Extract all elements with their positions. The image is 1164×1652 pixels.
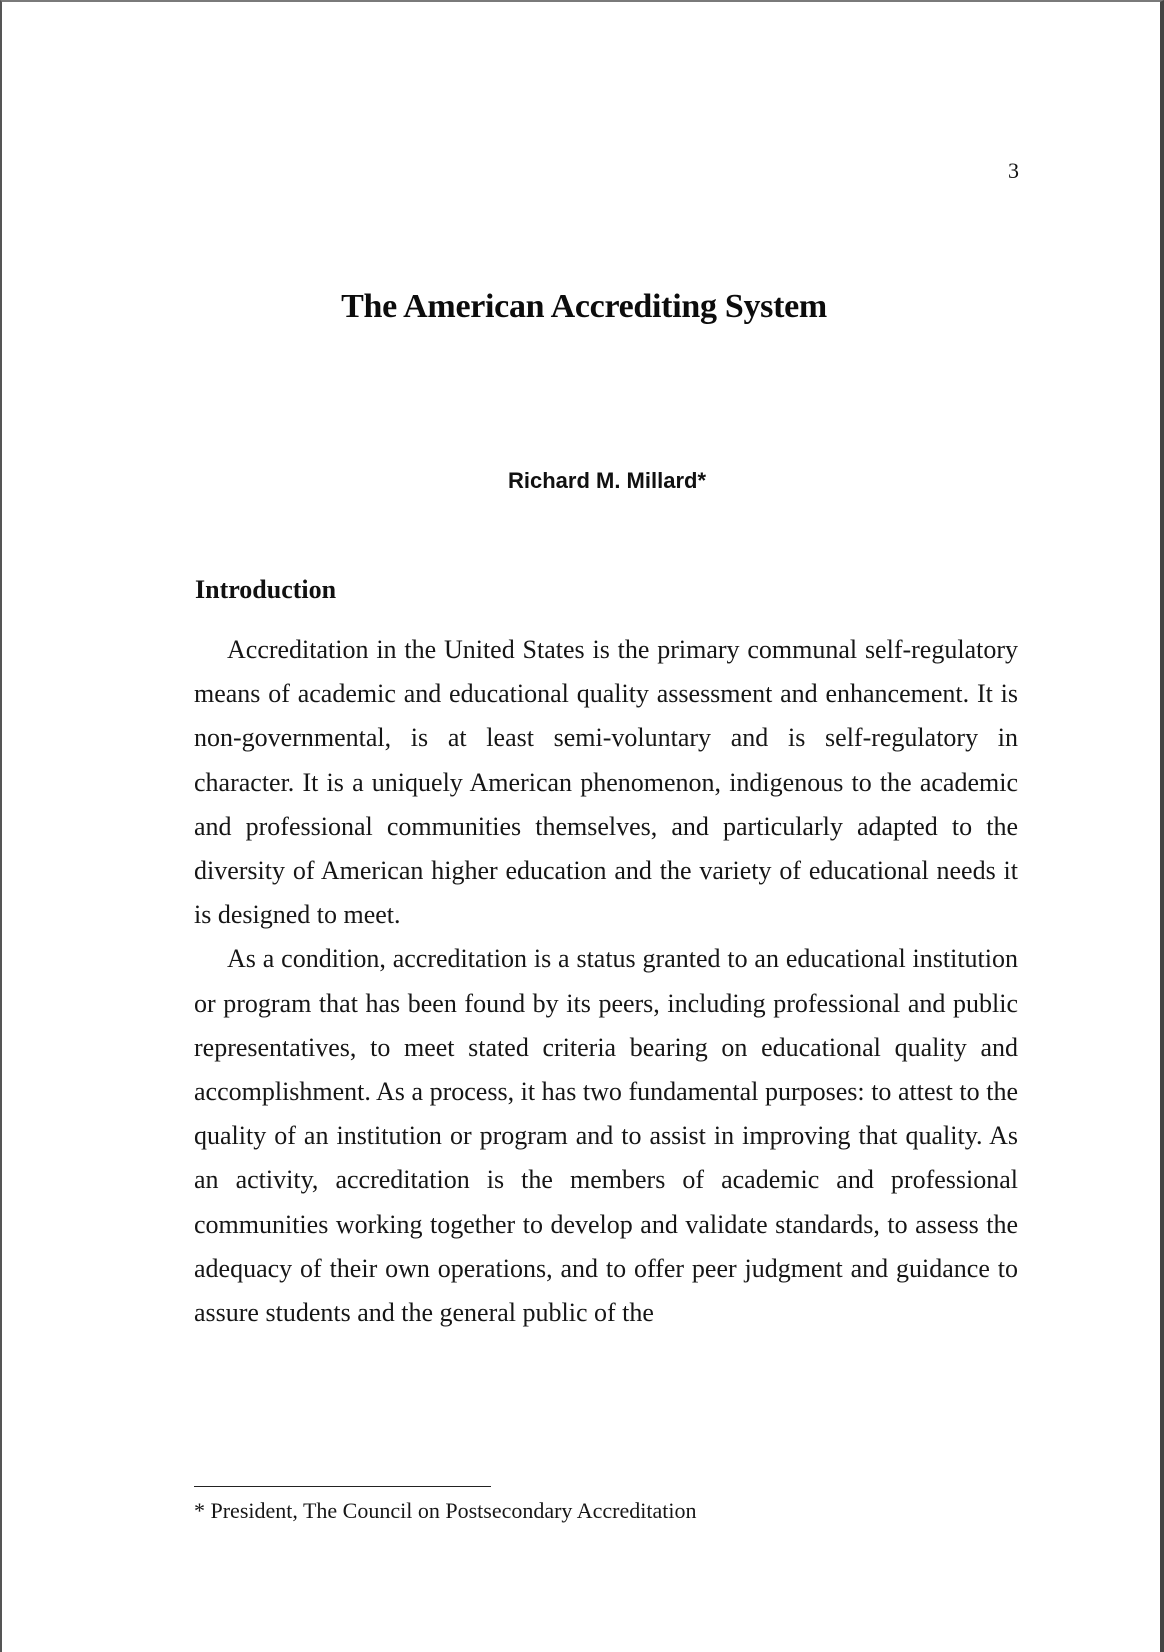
paragraph: As a condition, accreditation is a status granted to an educational institution or program that has been found by its peers, including professional and public representatives, to meet stated criteria bearing on educational quality and accomplishment. As a process, it has two fundamental purposes: to attest to the quality of an institution or program and to assist in improving that quality. As an activity, accreditation is the members of academic and professional communities working together to develop and validate standards, to assess the adequacy of their own operations, and to offer peer judgment and guidance to assure students and the general public of the	[194, 944, 1018, 1328]
article-title: The American Accrediting System	[341, 288, 827, 325]
footnote: * President, The Council on Postsecondary Accreditation	[194, 1498, 697, 1523]
paragraph: Accreditation in the United States is the primary communal self-regulatory means of academic and educational quality assessment and enhancement. It is non-governmental, is at least semi-voluntary and is self-regulatory in character. It is a uniquely American phenomenon, indigenous to the academic and professional communities themselves, and particularly adapted to the diversity of American higher education and the variety of educational needs it is designed to meet.	[194, 635, 1018, 930]
page-number: 3	[1008, 158, 1019, 183]
body-text	[194, 628, 1018, 1335]
footnote-divider	[194, 1486, 491, 1487]
author-name: Richard M. Millard*	[507, 468, 707, 493]
section-heading: Introduction	[195, 575, 337, 604]
